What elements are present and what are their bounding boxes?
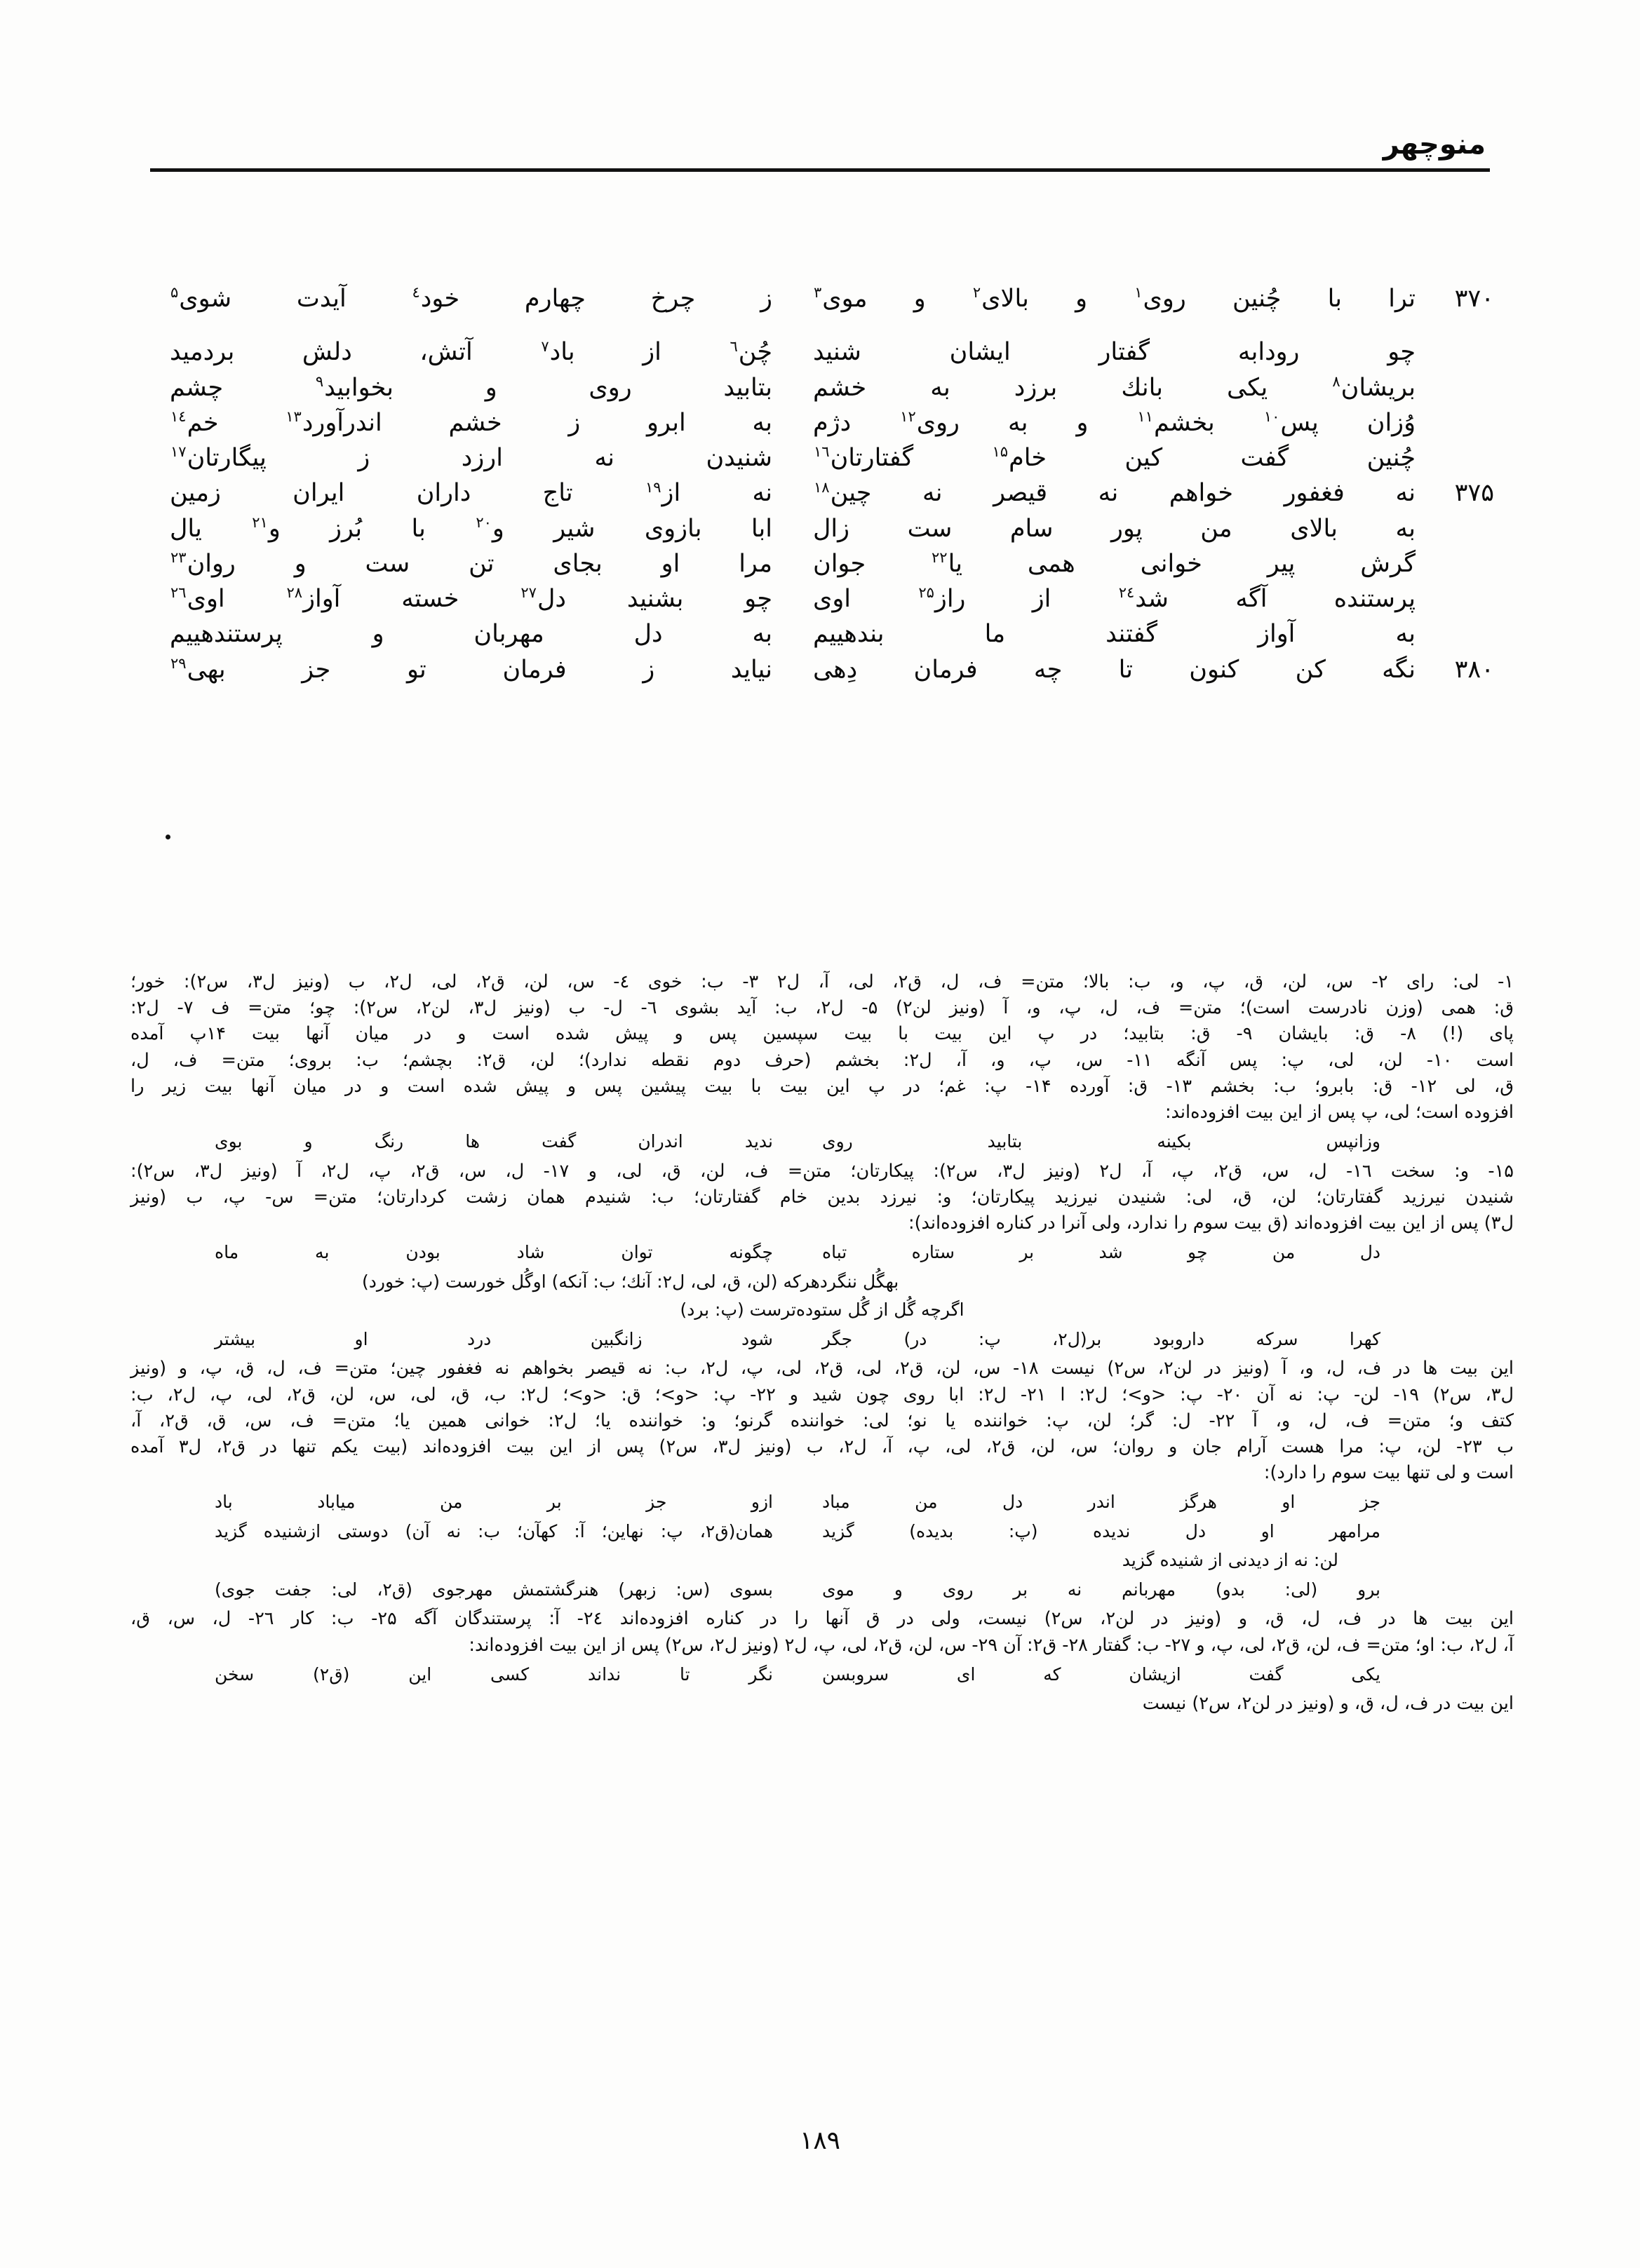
- apparatus-line: ل۳) پس از این بیت افزوده‌اند (ق بیت سوم را ندارد، ولی آنرا در کناره افزوده‌اند):: [908, 1213, 1514, 1234]
- verse-line: [149, 581, 1494, 613]
- apparatus-line: ب ۲۳- لن، پ: مرا هست آرام جان و روان؛ س، لن، ق۲، لی، پ، آ، ل۲، ب (ونیز ل۳، س۲) پس از این بیت افزوده‌اند (بیت یکم تنها در ق۲، ل۳ آمده: [130, 1436, 1514, 1457]
- verse-number: [1416, 581, 1494, 585]
- hemistich-right: به آواز گفتند ما بندهییم: [813, 620, 1416, 649]
- inset-hemistich-left: شود زانگبین درد او بیشتر: [215, 1328, 773, 1349]
- inset-hemistich-right: جز او هرگز اندر دل من مباد: [822, 1492, 1380, 1513]
- inset-couplet-5: [130, 1490, 1514, 1515]
- inset-note-6: لن: نه از دیدنی از شنیده گزید: [1122, 1550, 1338, 1571]
- apparatus-line: افزوده است؛ لی، پ پس از این بیت افزوده‌اند:: [1164, 1102, 1514, 1123]
- verse-number: [1416, 511, 1494, 515]
- inset-couplet-6: [130, 1519, 1514, 1544]
- verse-number: [1416, 440, 1494, 444]
- apparatus-line: است ۱۰- لن، لی، پ: پس آنگه ۱۱- س، پ، و، آ، ل۲: بخشم (حرف دوم نقطه ندارد)؛ لن، ق۲: بچشم؛ ب: بروی؛ متن= ف، ل،: [130, 1049, 1514, 1071]
- inset-note-2: بهگُل ننگردهرکه (لن، ق، لی، ل۲: آنك؛ ب: آنکه) اوگُل خورست (پ: خورد): [362, 1271, 899, 1292]
- inset-hemistich-left: ازو جز بر من میاباد باد: [215, 1492, 773, 1513]
- hemistich-right: به بالای من پور سام ست زال: [813, 514, 1416, 543]
- verse-line: [149, 370, 1494, 402]
- apparatus-line: ل۳، س۲) ۱۹- لن- پ: نه آن ۲۰- پ: <و>؛ ل۲: ا ۲۱- ل۲: ابا روی چون شید و ۲۲- پ: <و>؛ ق: <و>؛ ل۲: ب، ق، لی، س، لن، ق۲، لی، پ، ل۲، ب:: [130, 1384, 1514, 1405]
- inset-couplet-1: [130, 1129, 1514, 1154]
- apparatus-line: ق: همی (وزن نادرست است)؛ متن= ف، ل، پ، و، آ (ونیز لن۲) ۵- ل۲، ب: آید بشوی ٦- ل- ب (ونیز ل۳، لن۲، س۲): چو؛ متن= ف ۷- ل۲:: [130, 997, 1514, 1019]
- hemistich-left: چُن$^٦$ از باد$^۷$ آتش، دلش بردمید: [170, 337, 773, 367]
- hemistich-right: بریشان$^۸$ یکی بانك برزد به خشم: [813, 372, 1416, 402]
- verse-line: [149, 475, 1494, 507]
- inset-couplet-4: [130, 1327, 1514, 1352]
- hemistich-right: نگه کن کنون تا چه فرمان دِهی: [813, 655, 1416, 684]
- verse-number: [1416, 370, 1494, 374]
- verse-number: [1416, 405, 1494, 409]
- hemistich-left: به دل مهربان و پرستندهییم: [170, 620, 772, 649]
- page-number: ۱۸۹: [799, 2126, 840, 2155]
- verse-line: [149, 511, 1494, 543]
- inset-hemistich-right: وزانپس بکینه بتابید روی: [822, 1131, 1380, 1152]
- verse-line: [149, 440, 1494, 472]
- apparatus-line: این بیت ها در ف، ل، ق، و (ونیز در لن۲، س۲) نیست، ولی در ق آنها را در کناره افزوده‌اند ۲٤- آ: پرستندگان آگه ۲۵- ب: کار ۲٦- ل، س، ق،: [130, 1608, 1514, 1630]
- verse-number: ۳۸۰: [1454, 655, 1494, 684]
- inset-hemistich-right: کهرا سرکه داروبود بر(ل۲، پ: در) جگر: [822, 1328, 1380, 1349]
- hemistich-left: نیاید ز فرمان تو جز بهی$^{۲۹}$: [170, 654, 772, 684]
- verse-line: [149, 616, 1494, 648]
- hemistich-right: نه فغفور خواهم نه قیصر نه چین$^{۱۸}$: [814, 478, 1416, 508]
- apparatus-line: آ، ل۲، ب: او؛ متن= ف، لن، ق۲، لی، پ، و ۲۷- ب: گفتار ۲۸- ق۲: آن ۲۹- س، لن، ق۲، لی، پ، ل۲ (ونیز ل۲، س۲) پس از این بیت افزوده‌اند:: [469, 1634, 1514, 1656]
- apparatus-line: است و لی تنها بیت سوم را دارد):: [1263, 1462, 1514, 1484]
- apparatus-line: ۱- لی: رای ۲- س، لن، ق، پ، و، ب: بالا؛ متن= ف، ل، ق۲، لی، آ، ل۲ ۳- ب: خوی ٤- س، لن، ق۲، لی، ل۲، ب (ونیز ل۳، س۲): خور؛: [130, 971, 1514, 992]
- inset-hemistich-left: بسوی (س: زبهر) هنرگشتمش مهرجوی (ق۲، لی: جفت جوی): [215, 1579, 773, 1600]
- apparatus-criticus: [130, 969, 1514, 1717]
- apparatus-line: کتف و؛ متن= ف، ل، و، آ ۲۲- ل: گر؛ لن، پ: خواننده یا نو؛ لی: خواننده گرنو؛ و: خواننده یا؛ ل۲: خوانی همین یا؛ متن= ف، س، ق، ق۲، آ،: [130, 1410, 1514, 1431]
- hemistich-right: گرش پیر خوانی همی یا$^{۲۲}$ جوان: [813, 549, 1416, 578]
- header-rule: [150, 168, 1490, 172]
- inset-couplet-7: [130, 1577, 1514, 1602]
- hemistich-right: وُزان پس$^{۱۰}$ بخشم$^{۱۱}$ و به روی$^{۱۲}$ دژم: [813, 408, 1416, 437]
- verse-number: ۳۷۵: [1454, 479, 1494, 508]
- verse-line: [149, 405, 1494, 437]
- inset-hemistich-left: نگر تا نداند کسی این (ق۲) سخن: [215, 1663, 773, 1685]
- hemistich-left: چو بشنید دل$^{۲۷}$ خسته آواز$^{۲۸}$ اوی$^{۲٦}$: [170, 584, 772, 613]
- hemistich-left: به ابرو ز خشم اندرآورد$^{۱۳}$ خم$^{۱٤}$: [170, 408, 772, 437]
- apparatus-line: شنیدن نیرزید گفتارتان؛ لن، ق، لی: شنیدن نیرزید پیکارتان؛ و: نیرزد بدین خام گفتارتان؛ ب: شنیدم همان زشت کردارتان؛ متن= س- پ، ب (ونیز: [130, 1186, 1514, 1208]
- hemistich-left: ز چرخ چهارم خود$^٤$ آیدت شوی$^۵$: [170, 284, 772, 313]
- inset-hemistich-left: چگونه توان شاد بودن به ماه: [215, 1242, 773, 1263]
- inset-hemistich-left: همان(ق۲، پ: نهاین؛ آ: کهآن؛ ب: نه آن) دوستی ازشنیده گزید: [215, 1520, 773, 1541]
- hemistich-left: مرا او بجای تن ست و روان$^{۲۳}$: [170, 549, 772, 578]
- verse-number: [1416, 334, 1494, 338]
- verse-number: ۳۷۰: [1454, 285, 1494, 313]
- inset-hemistich-right: مرامهر او دل ندیده (پ: بدیده) گزید: [822, 1520, 1380, 1541]
- hemistich-left: بتابید روی و بخوابید$^۹$ چشم: [170, 372, 772, 402]
- hemistich-right: ترا با چُنین روی$^۱$ و بالای$^۲$ و موی$^۳$: [814, 284, 1416, 313]
- running-head-block: [150, 130, 1490, 172]
- verse-line: [149, 334, 1494, 366]
- verse-block: [149, 281, 1494, 687]
- running-title: منوچهر: [1383, 128, 1486, 161]
- inset-couplet-2: [130, 1240, 1514, 1265]
- hemistich-left: ابا بازوی شیر و$^{۲۰}$ با بُرز و$^{۲۱}$ یال: [170, 513, 772, 543]
- verse-line: [149, 546, 1494, 578]
- hemistich-right: پرستنده آگه شد$^{۲٤}$ از راز$^{۲۵}$ اوی: [813, 584, 1416, 613]
- inset-hemistich-left: ندید اندران گفت ها رنگ و بوی: [215, 1131, 773, 1152]
- stray-ink-dot: [166, 835, 170, 839]
- apparatus-line: پای (!) ۸- ق: بایشان ۹- ق: بتابید؛ در پ این بیت با بیت سپسین پس و پیش شده است و در میان آنها بیت ۱۴پ آمده: [130, 1023, 1514, 1045]
- verse-number: [1416, 616, 1494, 620]
- hemistich-left: شنیدن نه ارزد ز پیگارتان$^{۱۷}$: [170, 443, 772, 472]
- verse-line: [149, 281, 1494, 313]
- hemistich-left: نه از$^{۱۹}$ تاج داران ایران زمین: [170, 478, 772, 508]
- inset-hemistich-right: برو (لی: بدو) مهربانم نه بر روی و موی: [822, 1579, 1380, 1600]
- hemistich-right: چو رودابه گفتار ایشان شنید: [813, 338, 1416, 367]
- verse-number: [1416, 546, 1494, 550]
- inset-hemistich-right: دل من چو شد بر ستاره تباه: [822, 1242, 1380, 1263]
- inset-hemistich-right: یکی گفت ازیشان که ای سروبسن: [822, 1663, 1380, 1685]
- apparatus-line: این بیت در ف، ل، ق، و (ونیز در لن۲، س۲) نیست: [1142, 1693, 1514, 1715]
- inset-line-3: اگرچه گُل از گُل ستوده‌ترست (پ: برد): [680, 1300, 964, 1321]
- apparatus-line: این بیت ها در ف، ل، و، آ (ونیز در لن۲، س۲) نیست ۱۸- س، لن، ق۲، لی، ق۲، لی، پ، ل۲، ب: نه قیصر بخواهم نه فغفور چین؛ متن= ف، ل، ق، پ، و (ونیز: [130, 1358, 1514, 1379]
- verse-line: [149, 652, 1494, 684]
- hemistich-right: چُنین گفت کین خام$^{۱۵}$ گفتارتان$^{۱٦}$: [814, 443, 1416, 472]
- apparatus-line: ۱۵- و: سخت ۱٦- ل، س، ق۲، پ، آ، ل۲ (ونیز ل۳، س۲): پیکارتان؛ متن= ف، لن، ق، لی، و ۱۷- ل، س، ق۲، پ، ل۲، آ (ونیز ل۳، س۲):: [130, 1160, 1514, 1182]
- apparatus-line: ق، لی ۱۲- ق: بابرو؛ ب: بخشم ۱۳- ق: آورده ۱۴- پ: غم؛ در پ این بیت با بیت پیشین پس و پیش شده است و در میان آنها بیت زیر را: [130, 1075, 1514, 1097]
- inset-couplet-8: [130, 1662, 1514, 1687]
